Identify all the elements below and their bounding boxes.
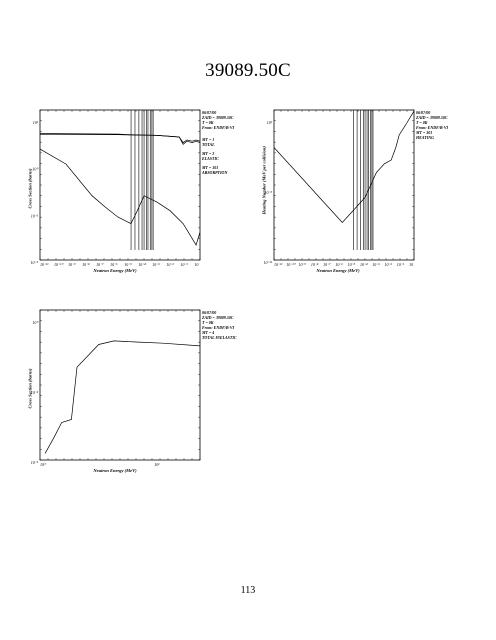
x-tick-label: 10⁻³ xyxy=(372,262,380,267)
y-tick-label: 10² xyxy=(32,120,38,125)
x-axis-label: Neutron Energy (MeV) xyxy=(93,468,137,473)
legend-zaid: ZAID = 39089.50C xyxy=(202,315,234,320)
legend-date: 06/07/00 xyxy=(202,110,217,115)
x-tick-label: 10⁻⁴ xyxy=(138,262,146,267)
plot-frame xyxy=(40,110,200,260)
x-tick-label: 10⁻¹ xyxy=(396,262,405,267)
chart-cross-sections xyxy=(27,106,230,276)
y-axis-label: Cross Section (barns) xyxy=(27,368,33,409)
y-axis-label: Heating Number (MeV per collision) xyxy=(261,146,267,215)
x-tick-label: 10⁻¹ xyxy=(180,262,188,267)
chart-inelastic xyxy=(27,306,230,476)
series-line-heating xyxy=(274,111,414,222)
x-tick-label: 10 xyxy=(194,262,199,267)
plot-frame xyxy=(40,310,200,460)
x-tick-label: 10⁻⁵ xyxy=(124,262,132,267)
legend-mt2: MT = 2 xyxy=(202,151,215,156)
legend-absorption: ABSORPTION xyxy=(202,170,228,175)
x-tick-label: 10⁻⁵ xyxy=(347,262,356,267)
x-tick-label: 10⁻⁸ xyxy=(82,262,90,267)
legend-mt4: MT = 4 xyxy=(202,330,215,335)
legend-source: From: ENDF/B-VI xyxy=(202,325,235,330)
y-tick-label: 10⁻³ xyxy=(30,460,38,465)
legend-zaid: ZAID = 39089.50C xyxy=(416,115,448,120)
legend-mt1: MT = 1 xyxy=(202,137,215,142)
x-tick-label: 10⁻⁴ xyxy=(359,262,368,267)
series-line-absorption xyxy=(40,149,200,245)
y-tick-label: 10⁻¹¹ xyxy=(263,260,272,265)
legend-temperature: T = 0K xyxy=(416,120,428,125)
y-axis-label: Cross Section (barns) xyxy=(27,168,33,209)
x-axis-label: Neutron Energy (MeV) xyxy=(93,268,137,273)
x-tick-label: 10⁻⁶ xyxy=(335,262,343,267)
legend-date: 06/07/00 xyxy=(202,310,217,315)
y-tick-label: 10⁻² xyxy=(30,213,38,219)
y-tick-label: 10⁻⁵ xyxy=(30,260,38,265)
legend-total: TOTAL xyxy=(202,142,215,147)
legend-inelastic: TOTAL INELASTIC xyxy=(202,335,237,340)
legend-mt301: MT = 301 xyxy=(416,130,433,135)
x-tick-label: 10⁻⁹ xyxy=(68,262,76,267)
legend-date: 06/07/00 xyxy=(416,110,431,115)
legend-source: From: ENDF/B-VI xyxy=(202,125,235,130)
legend-temperature: T = 0K xyxy=(202,320,214,325)
x-tick-label: 10¹ xyxy=(154,462,160,467)
legend-info xyxy=(416,110,448,140)
series-line-elastic xyxy=(40,135,200,145)
y-tick-label: 10⁻² xyxy=(30,390,38,395)
x-tick-label: 10⁻⁷ xyxy=(96,262,104,267)
y-tick-label: 10¹ xyxy=(266,120,272,125)
series-line-total-inelastic xyxy=(45,341,200,454)
page-number: 113 xyxy=(240,585,256,596)
chart-panel-heating xyxy=(261,106,464,276)
x-tick-label: 10⁻¹¹ xyxy=(40,262,49,267)
x-tick-label: 10⁻⁸ xyxy=(310,262,319,267)
legend-mt101: MT = 101 xyxy=(202,165,219,170)
x-tick-label: 10⁻³ xyxy=(152,262,160,267)
chart-panel-cross-sections xyxy=(27,106,235,276)
x-tick-label: 10⁰ xyxy=(40,462,46,467)
legend-info xyxy=(202,310,237,340)
x-tick-label: 10⁻¹⁰ xyxy=(54,262,63,267)
x-tick-label: 10⁻¹⁰ xyxy=(286,262,296,267)
x-tick-label: 10⁻⁷ xyxy=(323,262,331,267)
legend-elastic: ELASTIC xyxy=(202,156,219,161)
legend-zaid: ZAID = 39089.50C xyxy=(202,115,234,120)
plot-frame xyxy=(274,110,414,260)
page-title: 39089.50C xyxy=(205,60,291,81)
x-tick-label: 10⁻² xyxy=(166,262,174,267)
x-tick-label: 10 xyxy=(409,262,414,267)
chart-panel-inelastic xyxy=(27,306,237,476)
x-tick-label: 10⁻⁶ xyxy=(110,262,118,267)
x-tick-label: 10⁻⁹ xyxy=(298,262,307,267)
legend-info xyxy=(202,110,234,175)
x-axis-label: Neutron Energy (MeV) xyxy=(316,268,360,273)
legend-heating: HEATING xyxy=(416,135,435,140)
y-tick-label: 10⁰ xyxy=(32,166,38,172)
y-tick-label: 10⁻⁵ xyxy=(264,190,272,195)
x-tick-label: 10⁻² xyxy=(384,262,392,267)
x-tick-label: 10⁻¹¹ xyxy=(274,262,283,267)
legend-source: From: ENDF/B-VI xyxy=(416,125,449,130)
legend-temperature: T = 0K xyxy=(202,120,214,125)
y-tick-label: 10⁰ xyxy=(32,320,38,325)
